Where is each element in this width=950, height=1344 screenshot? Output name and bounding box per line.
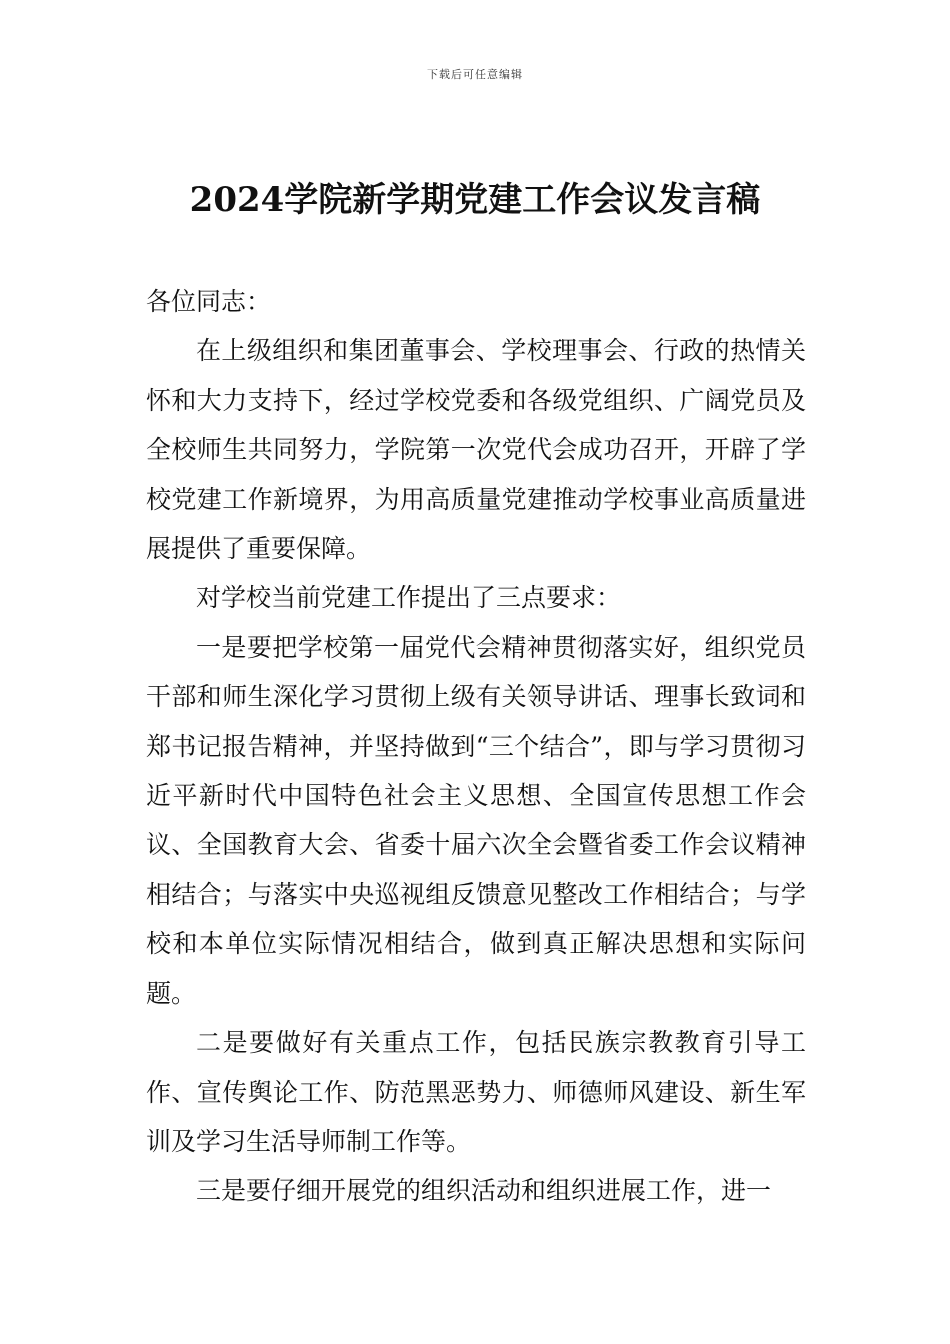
document-body (146, 277, 806, 1216)
salutation: 各位同志： (146, 287, 272, 316)
paragraph-requirement-three: 三是要仔细开展党的组织活动和组织进展工作，进一 (196, 1176, 772, 1206)
paragraph-intro: 在上级组织和集团董事会、学校理事会、行政的热情关怀和大力支持下，经过学校党委和各级党组织、广阔党员及全校师生共同努力，学院第一次党代会成功召开，开辟了学校党建工作新境界，为用高质量党建推动学校事业高质量进展提供了重要保障。 (146, 336, 806, 564)
header-note: 下载后可任意编辑 (427, 68, 523, 81)
paragraph-requirements-lead: 对学校当前党建工作提出了三点要求： (196, 583, 622, 613)
paragraph-requirement-one: 一是要把学校第一届党代会精神贯彻落实好，组织党员干部和师生深化学习贯彻上级有关领导讲话、理事长致词和郑书记报告精神，并坚持做到“三个结合”，即与学习贯彻习近平新时代中国特色社会主义思想、全国宣传思想工作会议、全国教育大会、省委十届六次全会暨省委工作会议精神相结合；与落实中央巡视组反馈意见整改工作相结合；与学校和本单位实际情况相结合，做到真正解决思想和实际问题。 (146, 632, 806, 1008)
paragraph-requirement-two: 二是要做好有关重点工作，包括民族宗教教育引导工作、宣传舆论工作、防范黑恶势力、师德师风建设、新生军训及学习生活导师制工作等。 (146, 1028, 806, 1156)
document-title: 2024学院新学期党建工作会议发言稿 (189, 180, 761, 220)
